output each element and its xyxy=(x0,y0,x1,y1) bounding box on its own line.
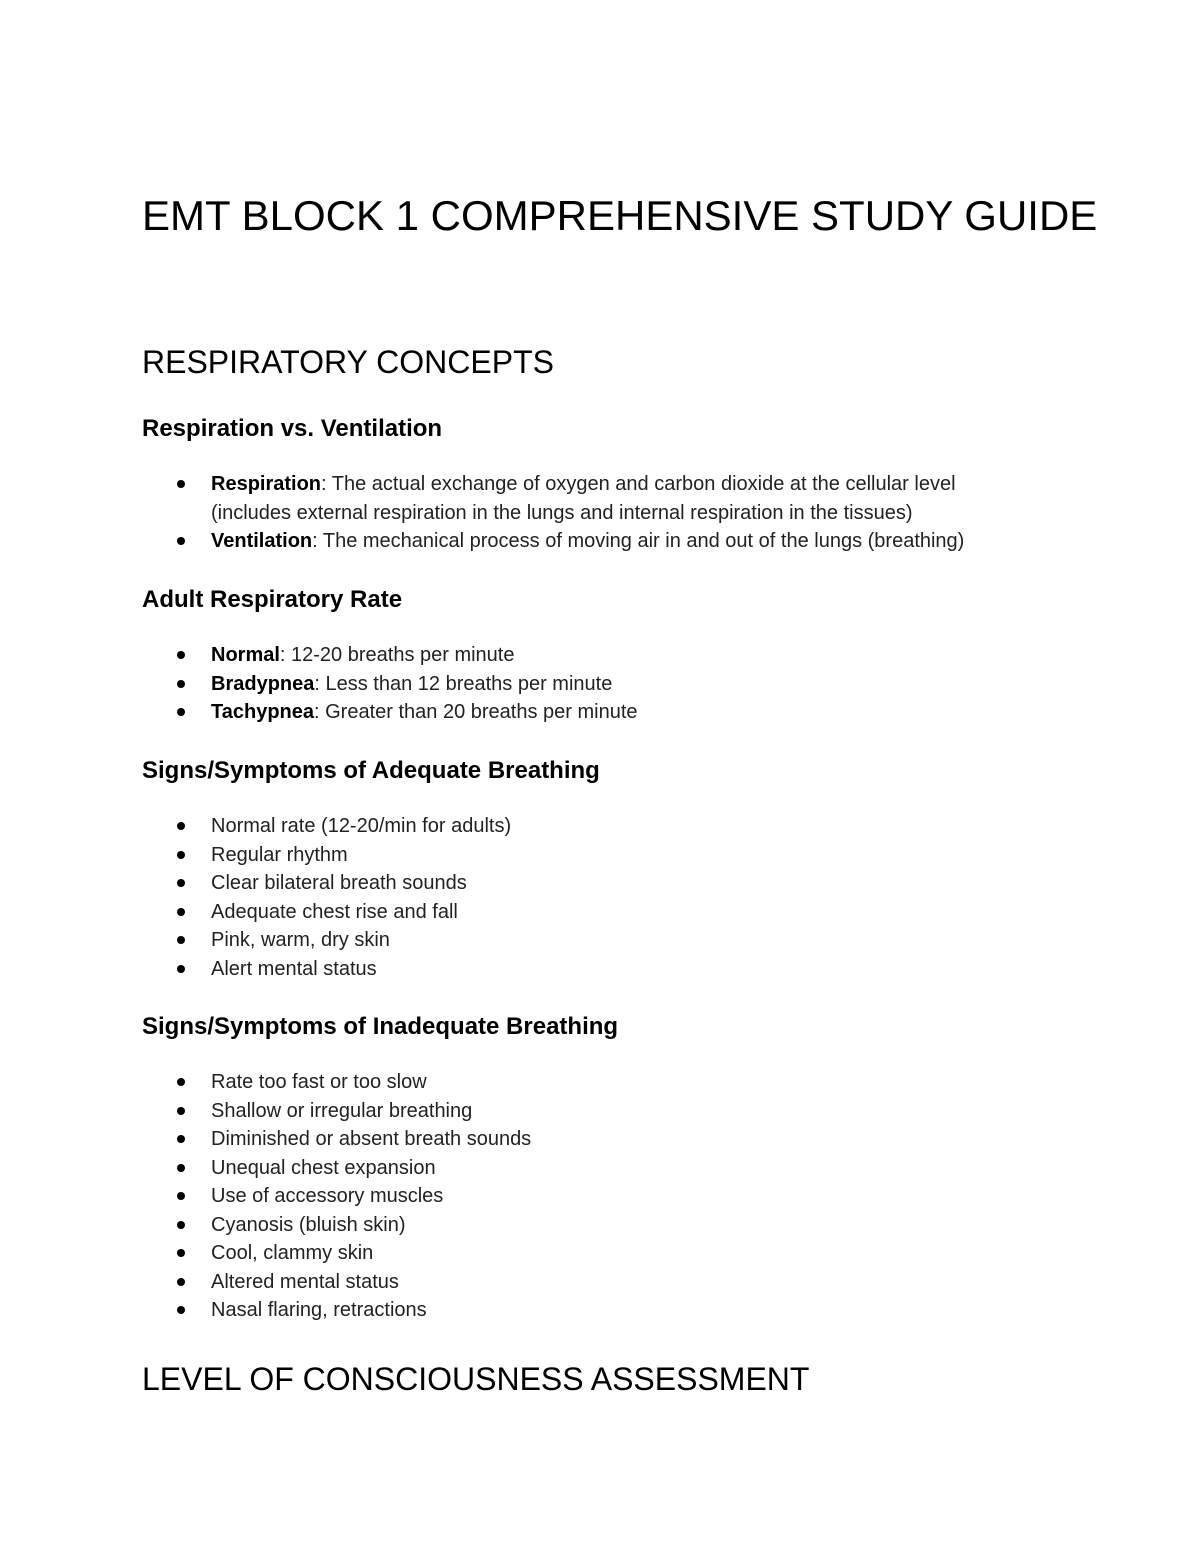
bullet-icon xyxy=(177,936,185,944)
adequate-breathing-list xyxy=(0,812,1100,983)
inadequate-breathing-list xyxy=(0,1068,1100,1325)
bullet-icon xyxy=(177,822,185,830)
list-item: Diminished or absent breath sounds xyxy=(0,1125,1100,1154)
bullet-icon xyxy=(177,537,185,545)
definition: : Greater than 20 breaths per minute xyxy=(314,701,638,723)
list-item: Alert mental status xyxy=(0,955,1100,984)
bullet-icon xyxy=(177,965,185,973)
list-item xyxy=(0,470,1041,527)
list-item: Cyanosis (bluish skin) xyxy=(0,1211,1100,1240)
bullet-icon xyxy=(177,1192,185,1200)
list-item: Adequate chest rise and fall xyxy=(0,898,1100,927)
bullet-icon xyxy=(177,1249,185,1257)
list-item: Normal rate (12-20/min for adults) xyxy=(0,812,1100,841)
list-item: Shallow or irregular breathing xyxy=(0,1097,1100,1126)
list-item: Rate too fast or too slow xyxy=(0,1068,1100,1097)
bullet-icon xyxy=(177,708,185,716)
list-item: Unequal chest expansion xyxy=(0,1154,1100,1183)
bullet-icon xyxy=(177,879,185,887)
section-heading-respiratory-concepts: RESPIRATORY CONCEPTS xyxy=(142,344,554,380)
list-item xyxy=(0,527,1100,556)
bullet-icon xyxy=(177,1221,185,1229)
document-title: EMT BLOCK 1 COMPREHENSIVE STUDY GUIDE xyxy=(142,192,1098,239)
term: Ventilation xyxy=(211,530,313,552)
list-item: Regular rhythm xyxy=(0,841,1100,870)
bullet-icon xyxy=(177,651,185,659)
list-item: Use of accessory muscles xyxy=(0,1182,1100,1211)
bullet-icon xyxy=(177,1078,185,1086)
definition: : 12-20 breaths per minute xyxy=(279,644,515,666)
term: Tachypnea xyxy=(211,701,314,723)
subheading-inadequate-breathing: Signs/Symptoms of Inadequate Breathing xyxy=(142,1013,619,1040)
list-item: Clear bilateral breath sounds xyxy=(0,869,1100,898)
bullet-icon xyxy=(177,680,185,688)
bullet-icon xyxy=(177,1306,185,1314)
term: Bradypnea xyxy=(211,672,315,695)
list-item xyxy=(0,698,1100,727)
bullet-icon xyxy=(177,1107,185,1115)
term: Normal xyxy=(211,644,280,666)
definition: : Less than 12 breaths per minute xyxy=(314,672,613,695)
respiratory-rate-list xyxy=(0,641,1100,727)
bullet-icon xyxy=(177,851,185,859)
subheading-adult-respiratory-rate: Adult Respiratory Rate xyxy=(142,586,403,613)
list-item: Pink, warm, dry skin xyxy=(0,926,1100,955)
list-item: Altered mental status xyxy=(0,1268,1100,1297)
subheading-adequate-breathing: Signs/Symptoms of Adequate Breathing xyxy=(142,757,600,784)
list-item: Nasal flaring, retractions xyxy=(0,1296,1100,1325)
respiration-vs-ventilation-list xyxy=(0,470,1100,556)
bullet-icon xyxy=(177,1278,185,1286)
list-item xyxy=(0,670,1100,699)
definition: : The actual exchange of oxygen and carbon dioxide at the cellular level (includes external respiration in the lungs and internal respiration in the tissues) xyxy=(211,473,956,524)
bullet-icon xyxy=(177,908,185,916)
list-item xyxy=(0,641,1100,670)
section-heading-level-of-consciousness: LEVEL OF CONSCIOUSNESS ASSESSMENT xyxy=(142,1361,810,1397)
list-item: Cool, clammy skin xyxy=(0,1239,1100,1268)
bullet-icon xyxy=(177,1164,185,1172)
term: Respiration xyxy=(211,473,322,495)
subheading-respiration-vs-ventilation: Respiration vs. Ventilation xyxy=(142,415,443,442)
bullet-icon xyxy=(177,480,185,488)
bullet-icon xyxy=(177,1135,185,1143)
definition: : The mechanical process of moving air in and out of the lungs (breathing) xyxy=(312,530,965,552)
